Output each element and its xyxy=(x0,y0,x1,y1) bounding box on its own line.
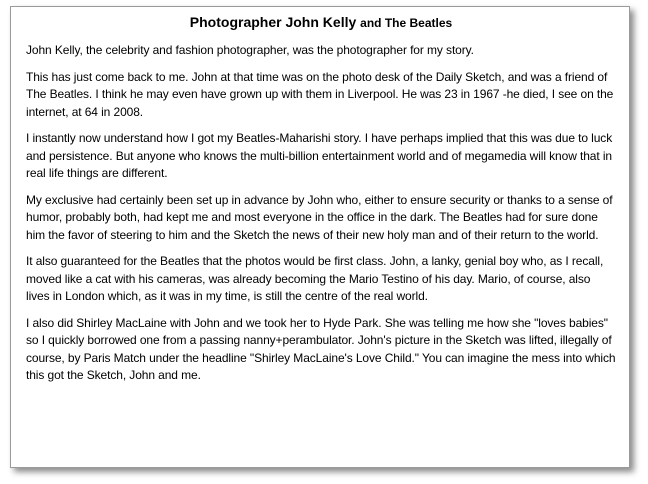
document-page xyxy=(10,6,630,468)
title-suffix: and The Beatles xyxy=(360,16,453,30)
paragraph-1: John Kelly, the celebrity and fashion photographer, was the photographer for my story. xyxy=(26,43,474,57)
paragraph-4: My exclusive had certainly been set up in advance by John who, either to ensure security or thanks to a sense of humor, probably both, had kept me and most everyone in the office in the dark. The Beatles had for sure done him the favor of steering to him and the Sketch the news of their new holy man and of their return to the world. xyxy=(26,192,613,242)
paragraph-3: I instantly now understand how I got my Beatles-Maharishi story. I have perhaps implied that this was due to luck and persistence. But anyone who knows the multi-billion entertainment world and of megamedia will know that in real life things are different. xyxy=(26,131,613,180)
page-title xyxy=(26,13,616,32)
document-content xyxy=(26,7,616,385)
paragraph-5: It also guaranteed for the Beatles that the photos would be first class. John, a lanky, genial boy who, as I recall, moved like a cat with his cameras, was already becoming the Mario Testino of his day. Mario, of course, also lives in London which, as it was in my time, is still the centre of the real world. xyxy=(26,254,604,303)
title-main: Photographer John Kelly xyxy=(189,14,357,30)
paragraph-6: I also did Shirley MacLaine with John and we took her to Hyde Park. She was telling me how she "loves babies" so I quickly borrowed one from a passing nanny+perambulator. John's picture in the Sketch was lifted, illegally of course, by Paris Match under the headline "Shirley MacLaine's Love Child." You can imagine the mess into which this got the Sketch, John and me. xyxy=(26,315,616,382)
paragraph-2: This has just come back to me. John at that time was on the photo desk of the Daily Sketch, and was a friend of The Beatles. I think he may even have grown up with them in Liverpool. He was 23 in 1967 -he died, I see on the internet, at 64 in 2008. xyxy=(26,69,614,119)
